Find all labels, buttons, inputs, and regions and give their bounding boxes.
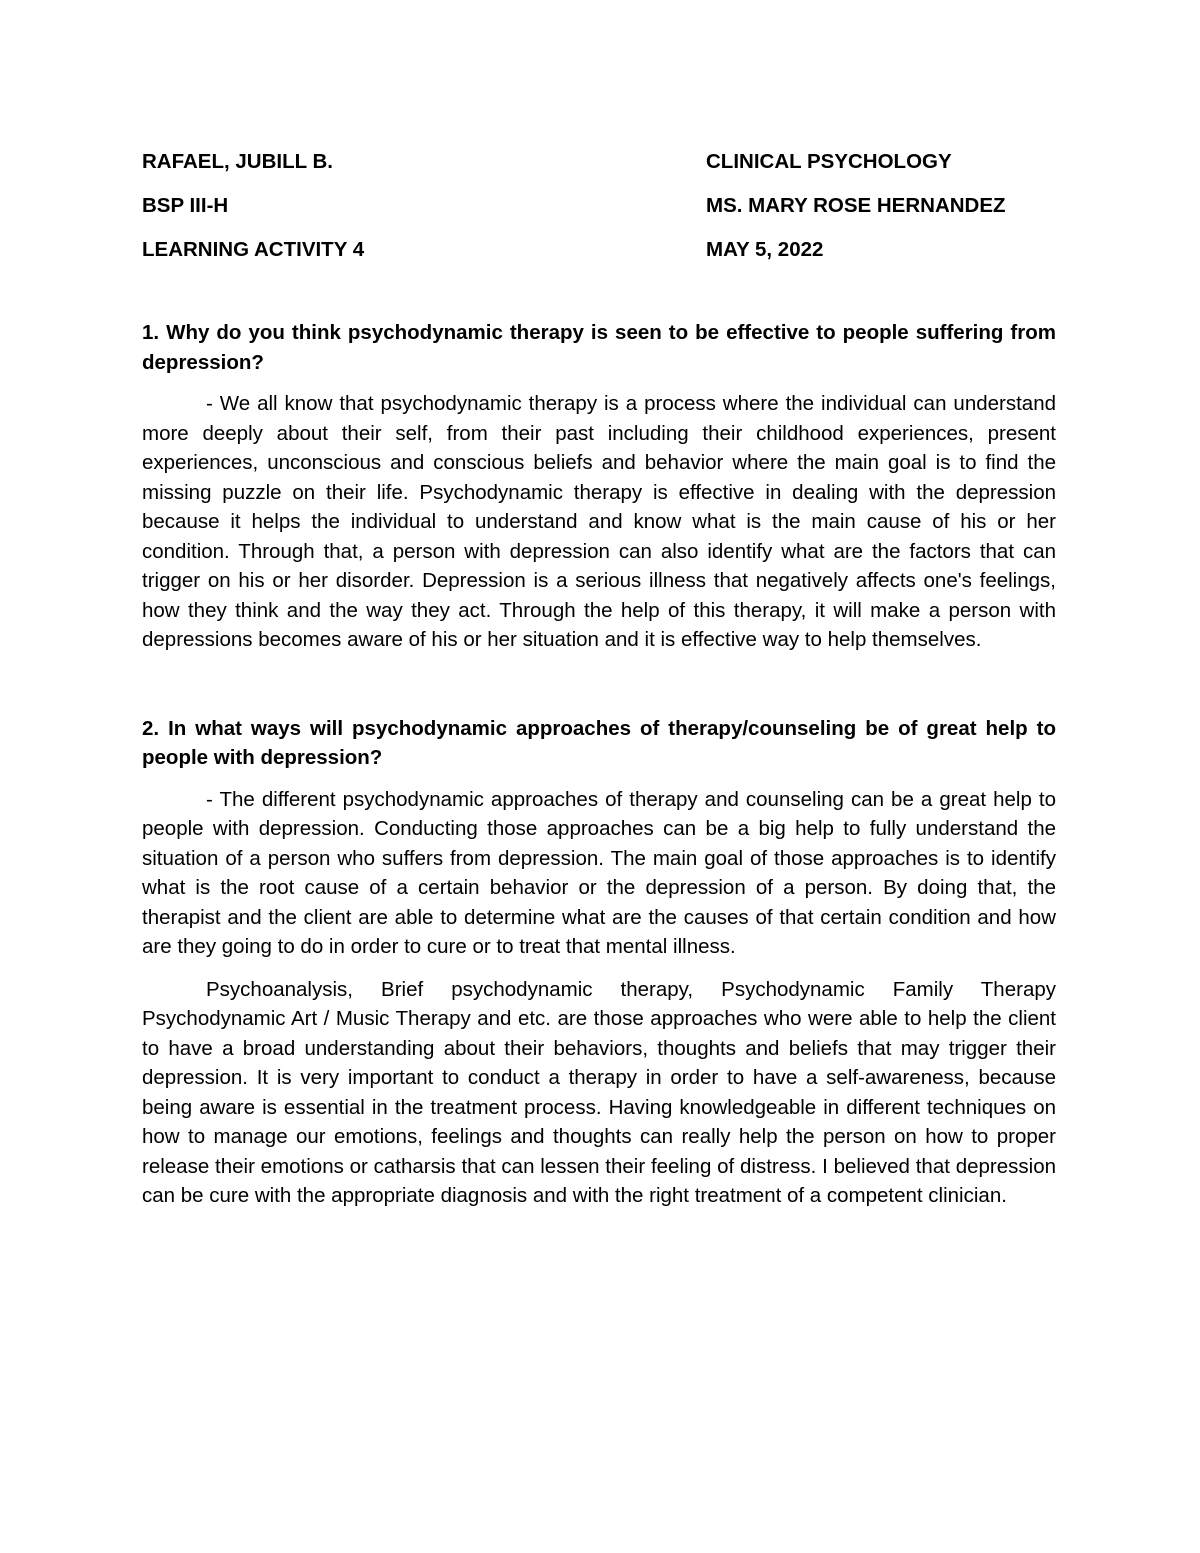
course-title: CLINICAL PSYCHOLOGY [706,150,952,173]
submission-date: MAY 5, 2022 [706,238,824,261]
instructor-name: MS. MARY ROSE HERNANDEZ [706,194,1006,217]
answer-2-paragraph-2: Psychoanalysis, Brief psychodynamic therapy, Psychodynamic Family Therapy Psychodynamic Art / Music Therapy and etc. are those approaches who were able to help the client to have a broad understanding about their behaviors, thoughts and beliefs that may trigger their depression. It is very important to conduct a therapy in order to have a self-awareness, because being aware is essential in the treatment process. Having knowledgeable in different techniques on how to manage our emotions, feelings and thoughts can really help the person on how to proper release their emotions or catharsis that can lessen their feeling of distress. I believed that depression can be cure with the appropriate diagnosis and with the right treatment of a competent clinician. [142,977,1056,1207]
question-1: 1. Why do you think psychodynamic therapy is seen to be effective to people suffering from depression? [142,321,1056,374]
activity-title: LEARNING ACTIVITY 4 [142,238,365,261]
answer-1-paragraph-1: - We all know that psychodynamic therapy is a process where the individual can understand more deeply about their self, from their past including their childhood experiences, present experiences, unconscious and conscious beliefs and behavior where the main goal is to find the missing puzzle on their life. Psychodynamic therapy is effective in dealing with the depression because it helps the individual to understand and know what is the main cause of his or her condition. Through that, a person with depression can also identify what are the factors that can trigger on his or her disorder. Depression is a serious illness that negatively affects one's feelings, how they think and the way they act. Through the help of this therapy, it will make a person with depressions becomes aware of his or her situation and it is effective way to help themselves. [142,392,1056,651]
answer-2-paragraph-1: - The different psychodynamic approaches of therapy and counseling can be a great help to people with depression. Conducting those approaches can be a big help to fully understand the situation of a person who suffers from depression. The main goal of those approaches is to identify what is the root cause of a certain behavior or the depression of a person. By doing that, the therapist and the client are able to determine what are the causes of that certain condition and how are they going to do in order to cure or to treat that mental illness. [142,787,1056,958]
document-page [142,140,1056,1211]
document-header [142,140,1056,272]
question-2: 2. In what ways will psychodynamic approaches of therapy/counseling be of great help to people with depression? [142,716,1056,769]
student-name: RAFAEL, JUBILL B. [142,150,333,173]
student-section: BSP III-H [142,194,229,217]
